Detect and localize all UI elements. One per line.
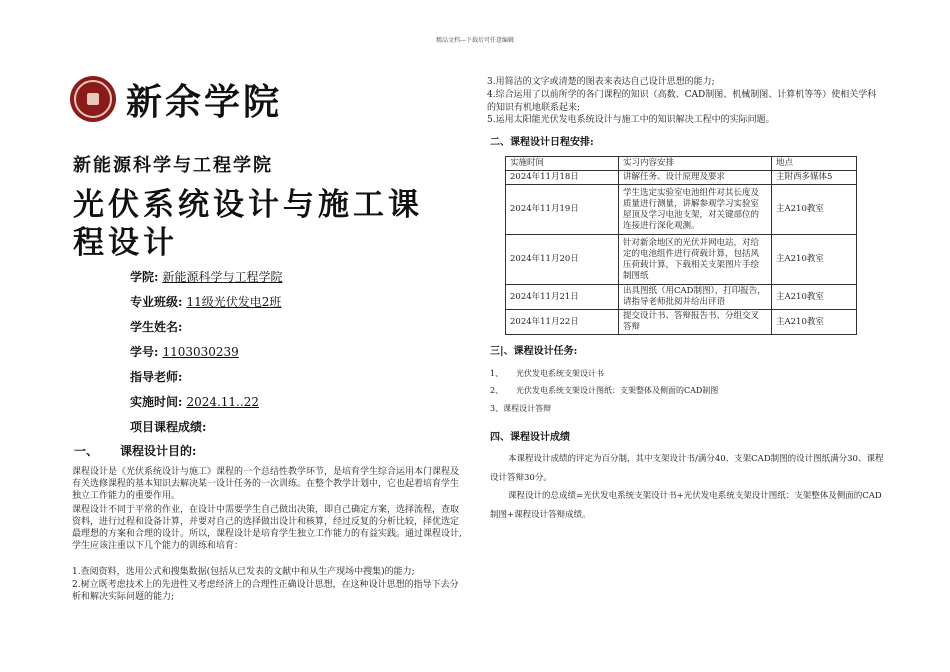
table-cell: 提交设计书、答辩报告书、分组交叉答辩 <box>619 310 772 335</box>
school-seal-icon <box>70 76 116 122</box>
info-time: 实施时间: 2024.11..22 <box>130 395 259 409</box>
info-student: 学生姓名: <box>130 320 183 334</box>
info-grade: 项目课程成绩: <box>130 420 207 434</box>
table-cell: 主附西多媒体5 <box>772 171 857 185</box>
info-class: 专业班级: 11级光伏发电2班 <box>130 295 282 309</box>
section1-paragraph: 课程设计是《光伏系统设计与施工》课程的一个总结性教学环节，是培育学生综合运用本门课程及有关选修课程的基本知识去解决某一设计任务的一次训练。在整个教学计划中，它也起着培育学生独立工作能力的重要作用。 <box>72 467 460 501</box>
section1-paragraph: 1.查阅资料，选用公式和搜集数据(包括从已发表的文献中和从生产现场中搜集)的能力; <box>72 567 415 577</box>
table-header: 实施时间 <box>506 157 619 171</box>
course-title: 光伏系统设计与施工课程设计 <box>73 187 423 261</box>
table-row <box>506 171 857 185</box>
section1-heading: 一、 课程设计目的: <box>74 444 197 458</box>
table-cell: 主A210教室 <box>772 235 857 285</box>
section2-heading: 二、课程设计日程安排: <box>490 137 594 148</box>
table-cell: 2024年11月19日 <box>506 185 619 235</box>
section4-heading: 四、课程设计成绩 <box>490 432 570 443</box>
table-header-row <box>506 157 857 171</box>
header-note: 精品文档---下载后可任意编辑 <box>435 37 515 44</box>
table-cell: 2024年11月20日 <box>506 235 619 285</box>
goal-item: 4.综合运用了以前所学的各门课程的知识（高数、CAD制图、机械制图、计算机等等）使相关学科的知识有机地联系起来; <box>487 90 877 113</box>
table-cell: 主A210教室 <box>772 185 857 235</box>
table-cell: 针对新余地区的光伏并网电站，对给定的电池组件进行荷载计算，包括风压荷载计算，下载相关支架图片手绘制图纸 <box>619 235 772 285</box>
info-teacher: 指导老师: <box>130 370 183 384</box>
table-cell: 2024年11月22日 <box>506 310 619 335</box>
college-heading: 新能源科学与工程学院 <box>73 155 273 176</box>
table-row <box>506 285 857 310</box>
schedule-table <box>505 156 857 335</box>
table-header: 实习内容安排 <box>619 157 772 171</box>
info-id: 学号: 1103030239 <box>130 345 239 359</box>
table-cell: 讲解任务、设计原理及要求 <box>619 171 772 185</box>
table-cell: 学生选定实验室电池组件对其长度及质量进行测量，讲解参观学习实验室屋顶及学习电池支架，对关键部位的连接进行深化观测。 <box>619 185 772 235</box>
grade-paragraph: 本课程设计成绩的评定为百分制，其中支架设计书/满分40、支架CAD制图的设计图纸满分30、课程设计答辩30分。 <box>490 454 884 483</box>
table-cell: 出具图纸（用CAD制图），打印报告，请指导老师批阅并给出评语 <box>619 285 772 310</box>
table-row <box>506 235 857 285</box>
table-row <box>506 185 857 235</box>
goal-item: 3.用简洁的文字或清楚的图表来表达自己设计思想的能力; <box>487 77 715 87</box>
school-name: 新余学院 <box>126 80 283 123</box>
table-cell: 2024年11月18日 <box>506 171 619 185</box>
task-item: 2、 光伏发电系统支架设计图纸：支架整体及侧面的CAD制图 <box>490 386 719 395</box>
table-cell: 2024年11月21日 <box>506 285 619 310</box>
goal-item: 5.运用太阳能光伏发电系统设计与施工中的知识解决工程中的实际问题。 <box>487 115 775 125</box>
table-cell: 主A210教室 <box>772 285 857 310</box>
info-college: 学院: 新能源科学与工程学院 <box>130 270 283 284</box>
section1-paragraph: 2.树立既考虑技术上的先进性又考虑经济上的合理性正确设计思想，在这种设计思想的指导下去分析和解决实际问题的能力; <box>72 580 459 602</box>
task-item: 3、课程设计答辩 <box>490 404 552 413</box>
section3-heading: 三|、课程设计任务: <box>490 346 578 357</box>
table-header: 地点 <box>772 157 857 171</box>
section1-paragraph: 课程设计不同于平常的作业，在设计中需要学生自己做出决策，即自己确定方案，选择流程，查取资料，进行过程和设备计算，并要对自己的选择做出设计和核算，经过反复的分析比较，择优选定最理想的方案和合理的设计。所以，课程设计是培育学生独立工作能力的有益实践。通过课程设计,学生应该注重以下几个能力的训练和培育： <box>72 505 462 551</box>
school-logo <box>70 74 282 124</box>
task-item: 1、 光伏发电系统支架设计书 <box>490 369 604 378</box>
table-row <box>506 310 857 335</box>
grade-paragraph: 课程设计的总成绩=光伏发电系统支架设计书+光伏发电系统支架设计图纸：支架整体及侧面的CAD制图+课程设计答辩成绩。 <box>490 491 882 520</box>
table-cell: 主A210教室 <box>772 310 857 335</box>
